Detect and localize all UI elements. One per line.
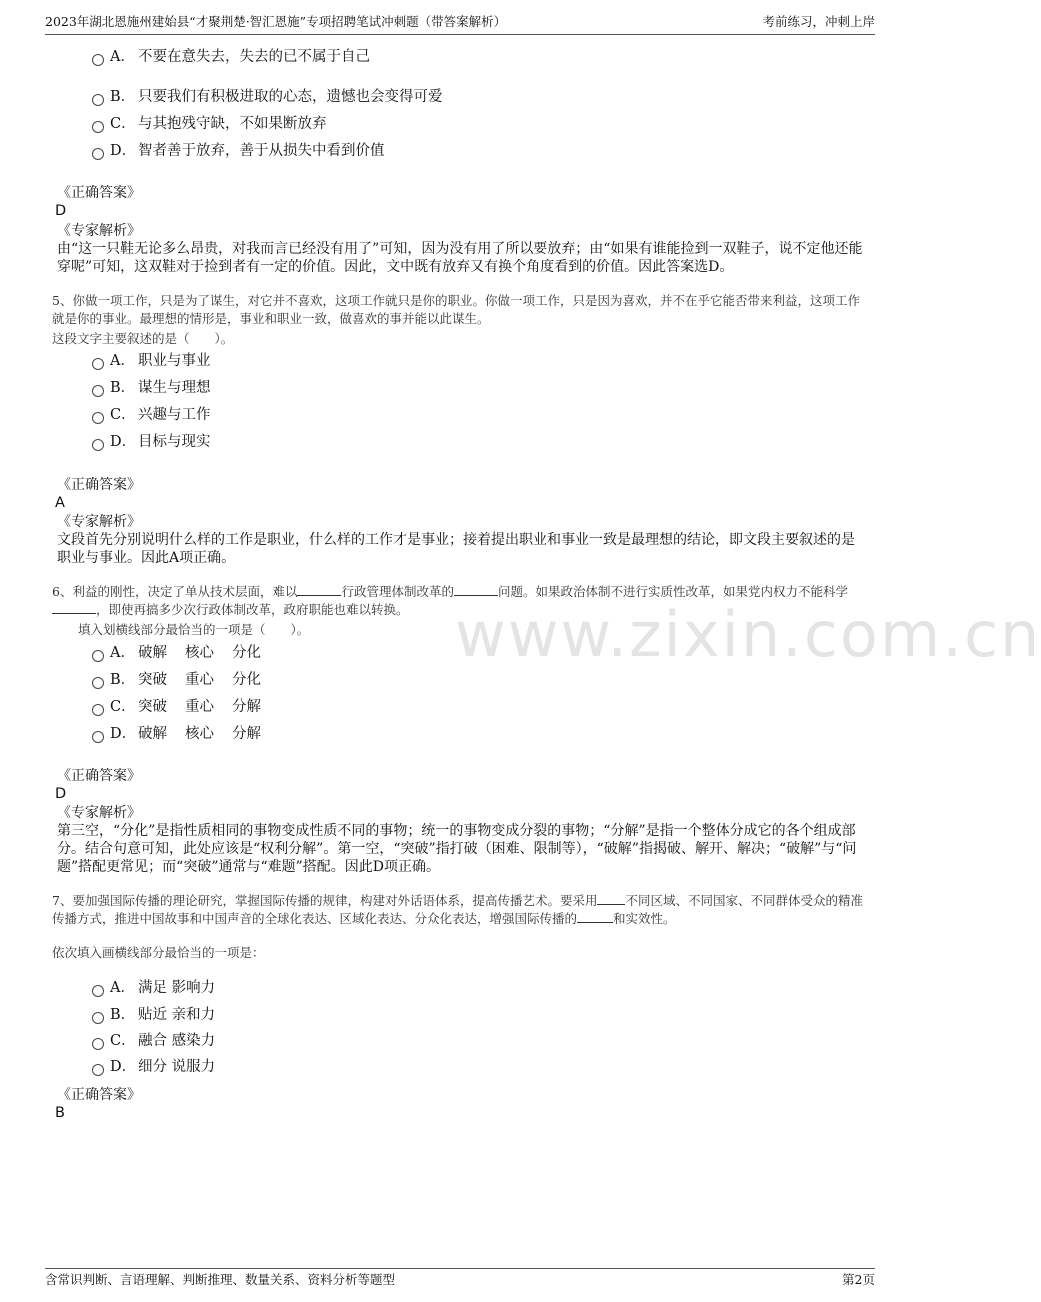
- question-7-prompt: 依次填入画横线部分最恰当的一项是：: [52, 945, 265, 960]
- watermark: www.zixin.com.cn: [455, 598, 1041, 671]
- option-5a[interactable]: A． 职业与事业: [92, 350, 211, 372]
- radio-icon[interactable]: [92, 650, 104, 662]
- option-5b[interactable]: B． 谋生与理想: [92, 377, 211, 399]
- radio-icon[interactable]: [92, 94, 104, 106]
- footer-note: 含常识判断、言语理解、判断推理、数量关系、资料分析等题型: [45, 1272, 396, 1287]
- radio-icon[interactable]: [92, 731, 104, 743]
- radio-icon[interactable]: [92, 1064, 104, 1076]
- radio-icon[interactable]: [92, 385, 104, 397]
- option-4d[interactable]: D． 智者善于放弃，善于从损失中看到价值: [92, 140, 385, 162]
- question-5-prompt: 这段文字主要叙述的是（ ）。: [52, 331, 234, 346]
- option-5d[interactable]: D． 目标与现实: [92, 431, 211, 453]
- option-6c[interactable]: C． 突破 重心 分解: [92, 696, 279, 718]
- answer-value: B: [55, 1105, 65, 1121]
- option-6b[interactable]: B． 突破 重心 分化: [92, 669, 279, 691]
- radio-icon[interactable]: [92, 704, 104, 716]
- analysis-heading: 《专家解析》: [57, 223, 141, 239]
- radio-icon[interactable]: [92, 121, 104, 133]
- radio-icon[interactable]: [92, 1038, 104, 1050]
- option-7d[interactable]: D． 细分 说服力: [92, 1056, 215, 1078]
- radio-icon[interactable]: [92, 148, 104, 160]
- answer-heading: 《正确答案》: [57, 1087, 141, 1103]
- analysis-heading: 《专家解析》: [57, 514, 141, 530]
- blank-line: [454, 583, 498, 596]
- option-7b[interactable]: B． 贴近 亲和力: [92, 1004, 215, 1026]
- header-slogan: 考前练习，冲刺上岸: [762, 14, 875, 29]
- answer-heading: 《正确答案》: [57, 768, 141, 784]
- option-5c[interactable]: C． 兴趣与工作: [92, 404, 211, 426]
- analysis-text: 第三空，“分化”是指性质相同的事物变成性质不同的事物；统一的事物变成分裂的事物；“分解”是指一个整体分成它的各个组成部分。结合句意可知，此处应该是“权利分解”。第一空，“突破”指打破（困难、限制等），“破解”指揭破、解开、解决；“破解”与“问题”搭配更常见；而“突破”通常与“难题”搭配。因此D项正确。: [57, 823, 857, 875]
- option-6d[interactable]: D． 破解 核心 分解: [92, 723, 279, 745]
- radio-icon[interactable]: [92, 439, 104, 451]
- radio-icon[interactable]: [92, 1012, 104, 1024]
- radio-icon[interactable]: [92, 358, 104, 370]
- answer-value: D: [55, 203, 67, 219]
- page-number: 第2页: [842, 1272, 875, 1287]
- analysis-heading: 《专家解析》: [57, 805, 141, 821]
- answer-heading: 《正确答案》: [57, 185, 141, 201]
- option-6a[interactable]: A． 破解 核心 分化: [92, 642, 279, 664]
- document-title: 2023年湖北恩施州建始县“才聚荆楚·智汇恩施”专项招聘笔试冲刺题（带答案解析）: [45, 14, 507, 29]
- question-6-prompt: 填入划横线部分最恰当的一项是（ ）。: [78, 622, 310, 637]
- page-header: [45, 12, 875, 35]
- question-5-text: 5、你做一项工作，只是为了谋生，对它并不喜欢，这项工作就只是你的职业。你做一项工作，只是因为喜欢，并不在乎它能否带来利益，这项工作就是你的事业。最理想的情形是，事业和职业一致，做喜欢的事并能以此谋生。: [52, 293, 860, 326]
- option-7a[interactable]: A． 满足 影响力: [92, 977, 215, 999]
- radio-icon[interactable]: [92, 985, 104, 997]
- option-4c[interactable]: C． 与其抱残守缺，不如果断放弃: [92, 113, 327, 135]
- answer-heading: 《正确答案》: [57, 477, 141, 493]
- option-7c[interactable]: C． 融合 感染力: [92, 1030, 215, 1052]
- answer-value: D: [55, 786, 67, 802]
- blank-line: [577, 910, 613, 923]
- question-7-text: 7、要加强国际传播的理论研究，掌握国际传播的规律，构建对外话语体系，提高传播艺术。要采用 不同区域、不同国家、不同群体受众的精准传播方式，推进中国故事和中国声音的全球化表达、区域化表达、分众化表达，增强国际传播的 和实效性。: [52, 893, 863, 926]
- option-4a[interactable]: A． 不要在意失去，失去的已不属于自己: [92, 46, 370, 68]
- option-4b[interactable]: B． 只要我们有积极进取的心态，遗憾也会变得可爱: [92, 86, 443, 108]
- radio-icon[interactable]: [92, 54, 104, 66]
- analysis-text: 由“这一只鞋无论多么昂贵，对我而言已经没有用了”可知，因为没有用了所以要放弃；由“如果有谁能捡到一双鞋子，说不定他还能穿呢”可知，这双鞋对于捡到者有一定的价值。因此，文中既有放弃又有换个角度看到的价值。因此答案选D。: [57, 241, 863, 275]
- page-footer: [45, 1268, 875, 1291]
- radio-icon[interactable]: [92, 677, 104, 689]
- blank-line: [52, 601, 96, 614]
- answer-value: A: [55, 495, 65, 511]
- radio-icon[interactable]: [92, 412, 104, 424]
- blank-line: [597, 892, 625, 905]
- blank-line: [297, 583, 341, 596]
- question-6-text: 6、利益的刚性，决定了单从技术层面，难以 行政管理体制改革的 问题。如果政治体制不进行实质性改革，如果党内权力不能科学，即使再搞多少次行政体制改革，政府职能也难以转换。: [52, 584, 848, 617]
- analysis-text: 文段首先分别说明什么样的工作是职业，什么样的工作才是事业；接着提出职业和事业一致是最理想的结论，即文段主要叙述的是职业与事业。因此A项正确。: [57, 532, 855, 566]
